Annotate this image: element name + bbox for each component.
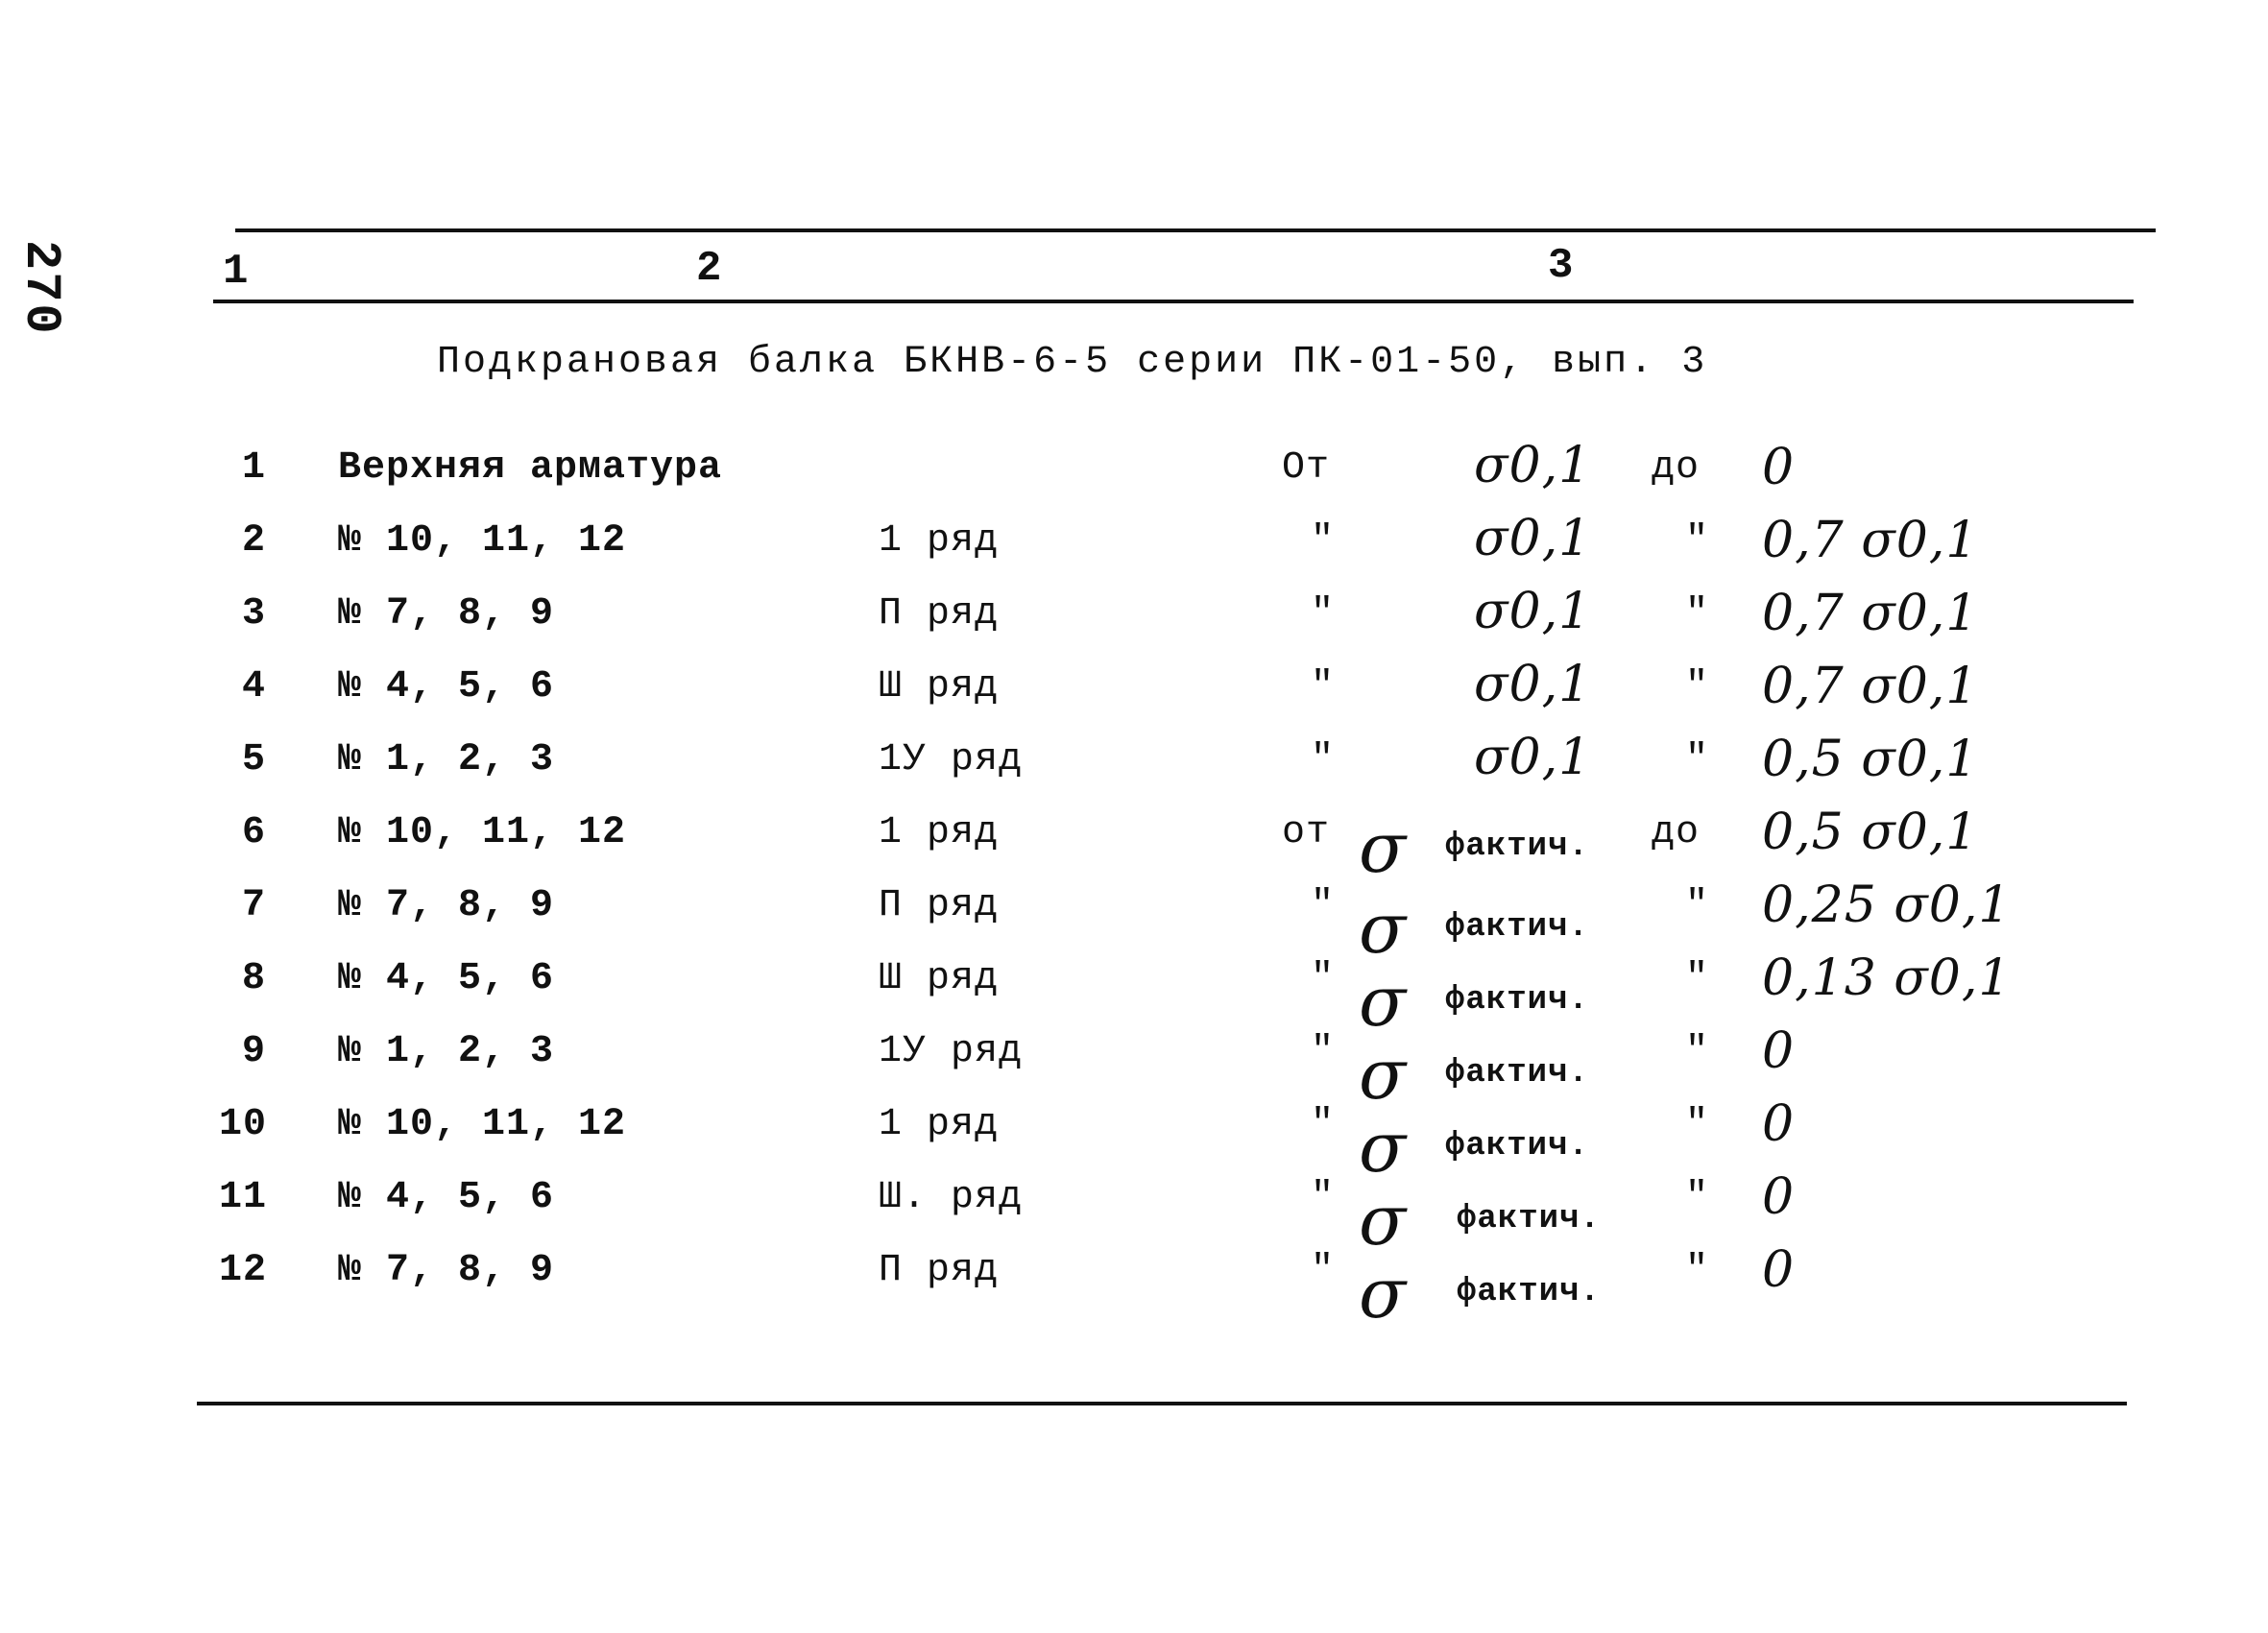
row-description: № 7, 8, 9 [338,884,555,927]
row-description: № 4, 5, 6 [338,665,555,708]
row-description: № 1, 2, 3 [338,738,555,781]
row-number: 5 [242,738,267,781]
from-label: " [1311,738,1336,781]
row-layer: 1 ряд [879,519,1000,563]
row-number: 8 [242,957,267,1000]
row-number: 6 [242,811,267,854]
row-number: 9 [242,1030,267,1073]
row-number: 1 [242,446,267,490]
stress-handwritten: σ [1359,1180,1408,1261]
to-label: " [1685,1103,1710,1146]
row-description: № 7, 8, 9 [338,1249,555,1292]
from-label: " [1311,1030,1336,1073]
to-label: до [1652,811,1701,854]
stress-handwritten: σ0,1 [1474,656,1592,713]
row-layer: Ш ряд [879,957,1000,1000]
fact-label: фактич. [1445,982,1589,1019]
to-value: 0 [1762,439,1796,496]
stress-handwritten: σ [1359,1253,1408,1333]
to-label: " [1685,1176,1710,1219]
column-header-3: 3 [1548,242,1574,290]
stress-handwritten: σ [1359,1034,1408,1115]
row-layer: 1 ряд [879,811,1000,854]
to-label: до [1652,446,1701,490]
to-value: 0,5 σ0,1 [1762,731,1979,788]
to-label: " [1685,738,1710,781]
from-label: От [1282,446,1331,490]
row-description: № 4, 5, 6 [338,957,555,1000]
from-label: " [1311,519,1336,563]
to-label: " [1685,957,1710,1000]
from-label: " [1311,1103,1336,1146]
stress-handwritten: σ0,1 [1474,437,1592,494]
row-description: № 7, 8, 9 [338,592,555,636]
from-label: " [1311,665,1336,708]
page-number: 270 [12,240,69,336]
row-number: 3 [242,592,267,636]
fact-label: фактич. [1457,1274,1601,1310]
fact-label: фактич. [1445,1055,1589,1092]
row-number: 7 [242,884,267,927]
fact-label: фактич. [1445,1128,1589,1165]
to-value: 0,13 σ0,1 [1762,949,2012,1007]
row-description: № 10, 11, 12 [338,1103,627,1146]
bottom-rule [197,1402,2127,1405]
row-description: Верхняя арматура [338,446,723,490]
row-number: 2 [242,519,267,563]
row-layer: П ряд [879,592,1000,636]
to-label: " [1685,665,1710,708]
row-layer: П ряд [879,1249,1000,1292]
to-label: " [1685,1249,1710,1292]
to-value: 0,7 σ0,1 [1762,658,1979,715]
stress-handwritten: σ [1359,961,1408,1042]
to-label: " [1685,519,1710,563]
stress-handwritten: σ0,1 [1474,510,1592,567]
stress-handwritten: σ [1359,807,1408,888]
fact-label: фактич. [1457,1201,1601,1237]
to-label: " [1685,884,1710,927]
top-rule [235,228,2156,232]
from-label: от [1282,811,1331,854]
fact-label: фактич. [1445,909,1589,946]
column-header-1: 1 [223,248,249,296]
to-value: 0 [1762,1168,1796,1226]
from-label: " [1311,884,1336,927]
to-value: 0,7 σ0,1 [1762,512,1979,569]
row-number: 4 [242,665,267,708]
to-value: 0 [1762,1095,1796,1153]
column-header-2: 2 [696,245,722,293]
header-rule [213,300,2134,303]
fact-label: фактич. [1445,829,1589,865]
to-value: 0,25 σ0,1 [1762,877,2012,934]
stress-handwritten: σ0,1 [1474,583,1592,640]
to-value: 0,7 σ0,1 [1762,585,1979,642]
stress-handwritten: σ [1359,1107,1408,1188]
to-value: 0 [1762,1022,1796,1080]
from-label: " [1311,1249,1336,1292]
row-layer: 1У ряд [879,1030,1024,1073]
row-number: 10 [219,1103,268,1146]
from-label: " [1311,592,1336,636]
to-value: 0,5 σ0,1 [1762,804,1979,861]
to-value: 0 [1762,1241,1796,1299]
stress-handwritten: σ0,1 [1474,729,1592,786]
row-number: 12 [219,1249,268,1292]
row-description: № 4, 5, 6 [338,1176,555,1219]
row-description: № 10, 11, 12 [338,811,627,854]
row-description: № 10, 11, 12 [338,519,627,563]
row-layer: Ш. ряд [879,1176,1024,1219]
row-description: № 1, 2, 3 [338,1030,555,1073]
stress-handwritten: σ [1359,888,1408,969]
row-layer: 1 ряд [879,1103,1000,1146]
from-label: " [1311,957,1336,1000]
row-layer: П ряд [879,884,1000,927]
to-label: " [1685,1030,1710,1073]
to-label: " [1685,592,1710,636]
row-number: 11 [219,1176,268,1219]
from-label: " [1311,1176,1336,1219]
row-layer: 1У ряд [879,738,1024,781]
row-layer: Ш ряд [879,665,1000,708]
table-title: Подкрановая балка БКНВ-6-5 серии ПК-01-50, вып. 3 [437,341,1708,384]
